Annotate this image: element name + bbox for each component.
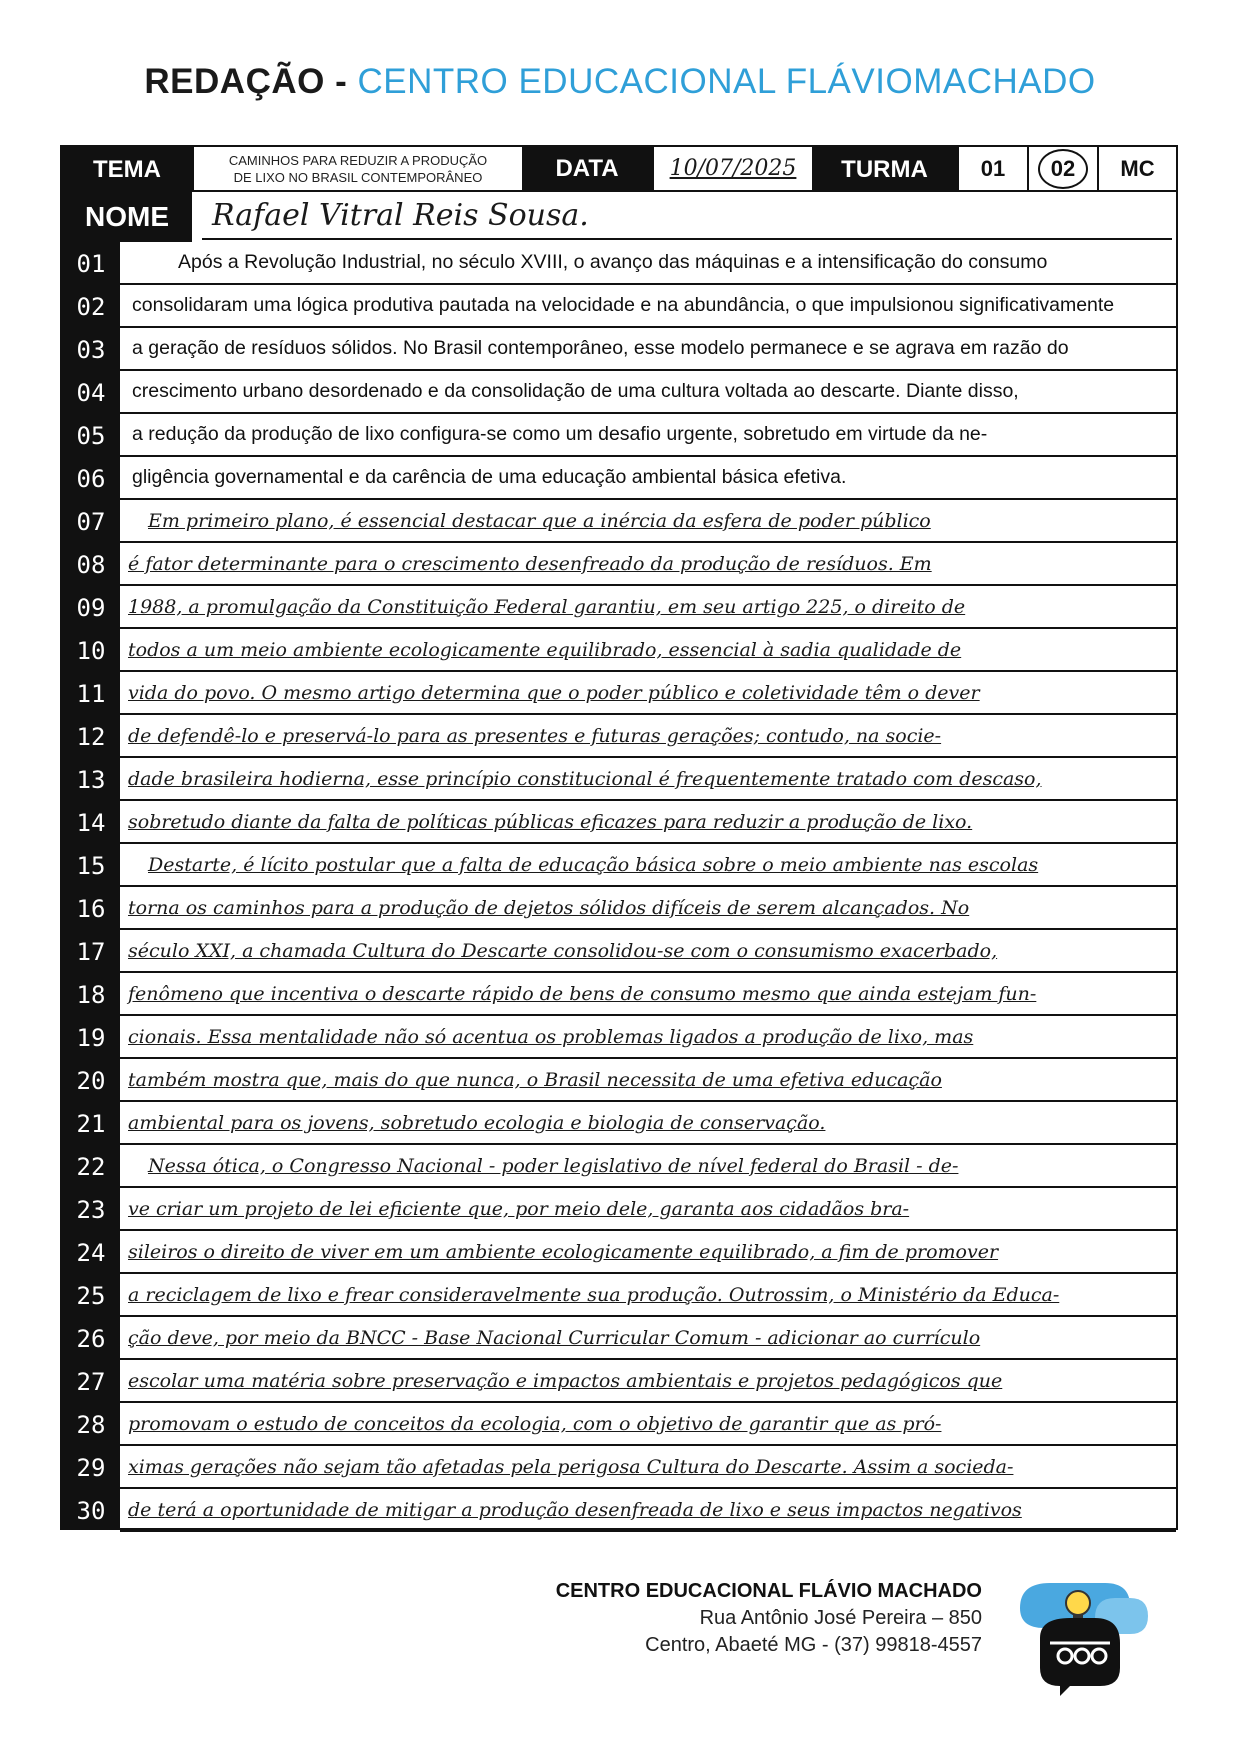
date-value: 10/07/2025 bbox=[669, 156, 797, 181]
line-number: 01 bbox=[76, 249, 106, 278]
line-text-field[interactable] bbox=[120, 500, 1176, 543]
handwritten-text: torna os caminhos para a produção de dejetos sólidos difíceis de serem alcançados. No bbox=[128, 896, 970, 919]
turma-selected-circle bbox=[1038, 149, 1088, 189]
title-redacao: REDAÇÃO - bbox=[144, 62, 348, 101]
line-text-field[interactable] bbox=[120, 1274, 1176, 1317]
essay-line bbox=[62, 1145, 1176, 1188]
line-number: 20 bbox=[76, 1066, 106, 1095]
essay-line bbox=[62, 1016, 1176, 1059]
essay-line bbox=[62, 242, 1176, 285]
line-text-field[interactable] bbox=[120, 1102, 1176, 1145]
line-text-field[interactable] bbox=[120, 1231, 1176, 1274]
line-text-field[interactable] bbox=[120, 242, 1176, 285]
line-text-field[interactable] bbox=[120, 1145, 1176, 1188]
line-number: 08 bbox=[76, 550, 106, 579]
line-text-field[interactable] bbox=[120, 930, 1176, 973]
line-text-field[interactable] bbox=[120, 1059, 1176, 1102]
typed-text: crescimento urbano desordenado e da consolidação de uma cultura voltada ao descarte. Diante disso, bbox=[132, 380, 1019, 402]
essay-line bbox=[62, 1231, 1176, 1274]
footer bbox=[556, 1578, 982, 1659]
line-number: 14 bbox=[76, 808, 106, 837]
line-number: 24 bbox=[76, 1238, 106, 1267]
line-text-field[interactable] bbox=[120, 1446, 1176, 1489]
line-number: 02 bbox=[76, 292, 106, 321]
line-number: 27 bbox=[76, 1367, 106, 1396]
handwritten-text: cionais. Essa mentalidade não só acentua os problemas ligados a produção de lixo, mas bbox=[128, 1025, 974, 1048]
typed-text: consolidaram uma lógica produtiva pautada na velocidade e na abundância, o que impulsionou significativamente bbox=[132, 294, 1115, 316]
footer-address: Rua Antônio José Pereira – 850 bbox=[699, 1607, 982, 1629]
line-text-field[interactable] bbox=[120, 328, 1176, 371]
typed-text: a redução da produção de lixo configura-se como um desafio urgente, sobretudo em virtude da ne- bbox=[132, 423, 988, 445]
nome-row bbox=[62, 192, 1176, 242]
essay-line bbox=[62, 1360, 1176, 1403]
line-number: 17 bbox=[76, 937, 106, 966]
line-text-field[interactable] bbox=[120, 758, 1176, 801]
line-number: 16 bbox=[76, 894, 106, 923]
handwritten-text: Nessa ótica, o Congresso Nacional - poder legislativo de nível federal do Brasil - de- bbox=[148, 1154, 959, 1177]
line-number: 07 bbox=[76, 507, 106, 536]
essay-line bbox=[62, 285, 1176, 328]
line-number: 13 bbox=[76, 765, 106, 794]
typed-text: a geração de resíduos sólidos. No Brasil contemporâneo, esse modelo permanece e se agrava em razão do bbox=[132, 337, 1069, 359]
handwritten-text: vida do povo. O mesmo artigo determina que o poder público e coletividade têm o dever bbox=[128, 681, 980, 704]
essay-line bbox=[62, 801, 1176, 844]
handwritten-text: ximas gerações não sejam tão afetadas pela perigosa Cultura do Descarte. Assim a socieda- bbox=[128, 1455, 1014, 1478]
essay-line bbox=[62, 1059, 1176, 1102]
line-text-field[interactable] bbox=[120, 457, 1176, 500]
handwritten-text: de defendê-lo e preservá-lo para as presentes e futuras gerações; contudo, na socie- bbox=[128, 724, 942, 747]
tema-text: CAMINHOS PARA REDUZIR A PRODUÇÃO DE LIXO NO BRASIL CONTEMPORÂNEO bbox=[228, 152, 488, 185]
line-text-field[interactable] bbox=[120, 844, 1176, 887]
line-text-field[interactable] bbox=[120, 629, 1176, 672]
line-text-field[interactable] bbox=[120, 801, 1176, 844]
handwritten-text: dade brasileira hodierna, esse princípio constitucional é frequentemente tratado com descaso, bbox=[128, 767, 1042, 790]
line-text-field[interactable] bbox=[120, 1016, 1176, 1059]
title-school: CENTRO EDUCACIONAL FLÁVIOMACHADO bbox=[347, 62, 1096, 101]
line-number: 09 bbox=[76, 593, 106, 622]
page-title bbox=[0, 62, 1240, 102]
date-field[interactable] bbox=[652, 147, 812, 192]
line-number: 19 bbox=[76, 1023, 106, 1052]
turma-label: TURMA bbox=[812, 147, 957, 192]
line-text-field[interactable] bbox=[120, 887, 1176, 930]
essay-line bbox=[62, 371, 1176, 414]
handwritten-text: a reciclagem de lixo e frear consideravelmente sua produção. Outrossim, o Ministério da Educa- bbox=[128, 1283, 1060, 1306]
line-number: 29 bbox=[76, 1453, 106, 1482]
line-text-field[interactable] bbox=[120, 414, 1176, 457]
handwritten-text: ambiental para os jovens, sobretudo ecologia e biologia de conservação. bbox=[128, 1111, 826, 1134]
essay-line bbox=[62, 1403, 1176, 1446]
essay-line bbox=[62, 1317, 1176, 1360]
line-number: 12 bbox=[76, 722, 106, 751]
essay-line bbox=[62, 758, 1176, 801]
handwritten-text: fenômeno que incentiva o descarte rápido de bens de consumo mesmo que ainda estejam fun- bbox=[128, 982, 1037, 1005]
line-text-field[interactable] bbox=[120, 1403, 1176, 1446]
line-number: 06 bbox=[76, 464, 106, 493]
line-text-field[interactable] bbox=[120, 586, 1176, 629]
essay-line bbox=[62, 973, 1176, 1016]
essay-line bbox=[62, 1489, 1176, 1532]
essay-line bbox=[62, 887, 1176, 930]
essay-line bbox=[62, 457, 1176, 500]
line-number: 11 bbox=[76, 679, 106, 708]
line-number: 03 bbox=[76, 335, 106, 364]
essay-line bbox=[62, 1274, 1176, 1317]
line-number: 30 bbox=[76, 1496, 106, 1525]
footer-school-name: CENTRO EDUCACIONAL FLÁVIO MACHADO bbox=[555, 1580, 982, 1602]
turma-option-02[interactable] bbox=[1027, 147, 1097, 192]
essay-line bbox=[62, 629, 1176, 672]
line-text-field[interactable] bbox=[120, 371, 1176, 414]
handwritten-text: 1988, a promulgação da Constituição Federal garantiu, em seu artigo 225, o direito de bbox=[128, 595, 966, 618]
handwritten-text: Destarte, é lícito postular que a falta de educação básica sobre o meio ambiente nas escolas bbox=[148, 853, 1039, 876]
essay-line bbox=[62, 930, 1176, 973]
line-number: 26 bbox=[76, 1324, 106, 1353]
tema-label: TEMA bbox=[62, 147, 192, 192]
line-text-field[interactable] bbox=[120, 672, 1176, 715]
line-text-field[interactable] bbox=[120, 543, 1176, 586]
turma-option-label: MC bbox=[1120, 155, 1155, 181]
nome-label: NOME bbox=[62, 192, 192, 242]
handwritten-text: todos a um meio ambiente ecologicamente equilibrado, essencial à sadia qualidade de bbox=[128, 638, 962, 661]
line-text-field[interactable] bbox=[120, 1317, 1176, 1360]
line-number: 23 bbox=[76, 1195, 106, 1224]
footer-city-phone: Centro, Abaeté MG - (37) 99818-4557 bbox=[645, 1634, 982, 1656]
turma-option-mc[interactable] bbox=[1097, 147, 1176, 192]
handwritten-text: de terá a oportunidade de mitigar a produção desenfreada de lixo e seus impactos negativos bbox=[128, 1498, 1022, 1521]
handwritten-text: ção deve, por meio da BNCC - Base Nacional Curricular Comum - adicionar ao currículo bbox=[128, 1326, 981, 1349]
school-logo-icon bbox=[1010, 1568, 1150, 1696]
line-text-field[interactable] bbox=[120, 1360, 1176, 1403]
essay-line bbox=[62, 328, 1176, 371]
line-number: 22 bbox=[76, 1152, 106, 1181]
data-label: DATA bbox=[522, 147, 652, 192]
handwritten-text: também mostra que, mais do que nunca, o Brasil necessita de uma efetiva educação bbox=[128, 1068, 942, 1091]
typed-text: Após a Revolução Industrial, no século XVIII, o avanço das máquinas e a intensificação do consumo bbox=[178, 251, 1048, 273]
handwritten-text: Em primeiro plano, é essencial destacar que a inércia da esfera de poder público bbox=[148, 509, 931, 532]
line-text-field[interactable] bbox=[120, 1188, 1176, 1231]
essay-line bbox=[62, 543, 1176, 586]
essay-line bbox=[62, 500, 1176, 543]
handwritten-text: século XXI, a chamada Cultura do Descarte consolidou-se com o consumismo exacerbado, bbox=[128, 939, 998, 962]
handwritten-text: é fator determinante para o crescimento desenfreado da produção de resíduos. Em bbox=[128, 552, 932, 575]
essay-line bbox=[62, 1102, 1176, 1145]
typed-text: gligência governamental e da carência de uma educação ambiental básica efetiva. bbox=[132, 466, 847, 488]
line-number: 28 bbox=[76, 1410, 106, 1439]
essay-line bbox=[62, 672, 1176, 715]
nome-field[interactable]: Rafael Vitral Reis Sousa. bbox=[202, 192, 1172, 240]
handwritten-text: escolar uma matéria sobre preservação e impactos ambientais e projetos pedagógicos que bbox=[128, 1369, 1003, 1392]
line-number: 04 bbox=[76, 378, 106, 407]
line-number: 21 bbox=[76, 1109, 106, 1138]
essay-line bbox=[62, 586, 1176, 629]
line-number: 25 bbox=[76, 1281, 106, 1310]
handwritten-text: ve criar um projeto de lei eficiente que, por meio dele, garanta aos cidadãos bra- bbox=[128, 1197, 910, 1220]
line-text-field[interactable] bbox=[120, 1489, 1176, 1532]
line-text-field[interactable] bbox=[120, 715, 1176, 758]
turma-option-label: 02 bbox=[1050, 155, 1076, 181]
tema-field bbox=[192, 147, 522, 192]
essay-line bbox=[62, 1446, 1176, 1489]
handwritten-text: sobretudo diante da falta de políticas públicas eficazes para reduzir a produção de lixo. bbox=[128, 810, 973, 833]
turma-option-label: 01 bbox=[980, 155, 1006, 181]
handwritten-text: sileiros o direito de viver em um ambiente ecologicamente equilibrado, a fim de promover bbox=[128, 1240, 999, 1263]
line-text-field[interactable] bbox=[120, 285, 1176, 328]
turma-option-01[interactable] bbox=[957, 147, 1027, 192]
essay-line bbox=[62, 844, 1176, 887]
handwritten-text: promovam o estudo de conceitos da ecologia, com o objetivo de garantir que as pró- bbox=[128, 1412, 942, 1435]
essay-form bbox=[60, 145, 1178, 1530]
line-number: 10 bbox=[76, 636, 106, 665]
line-text-field[interactable] bbox=[120, 973, 1176, 1016]
line-number: 05 bbox=[76, 421, 106, 450]
line-number: 18 bbox=[76, 980, 106, 1009]
line-number: 15 bbox=[76, 851, 106, 880]
essay-line bbox=[62, 414, 1176, 457]
essay-line bbox=[62, 1188, 1176, 1231]
essay-line bbox=[62, 715, 1176, 758]
